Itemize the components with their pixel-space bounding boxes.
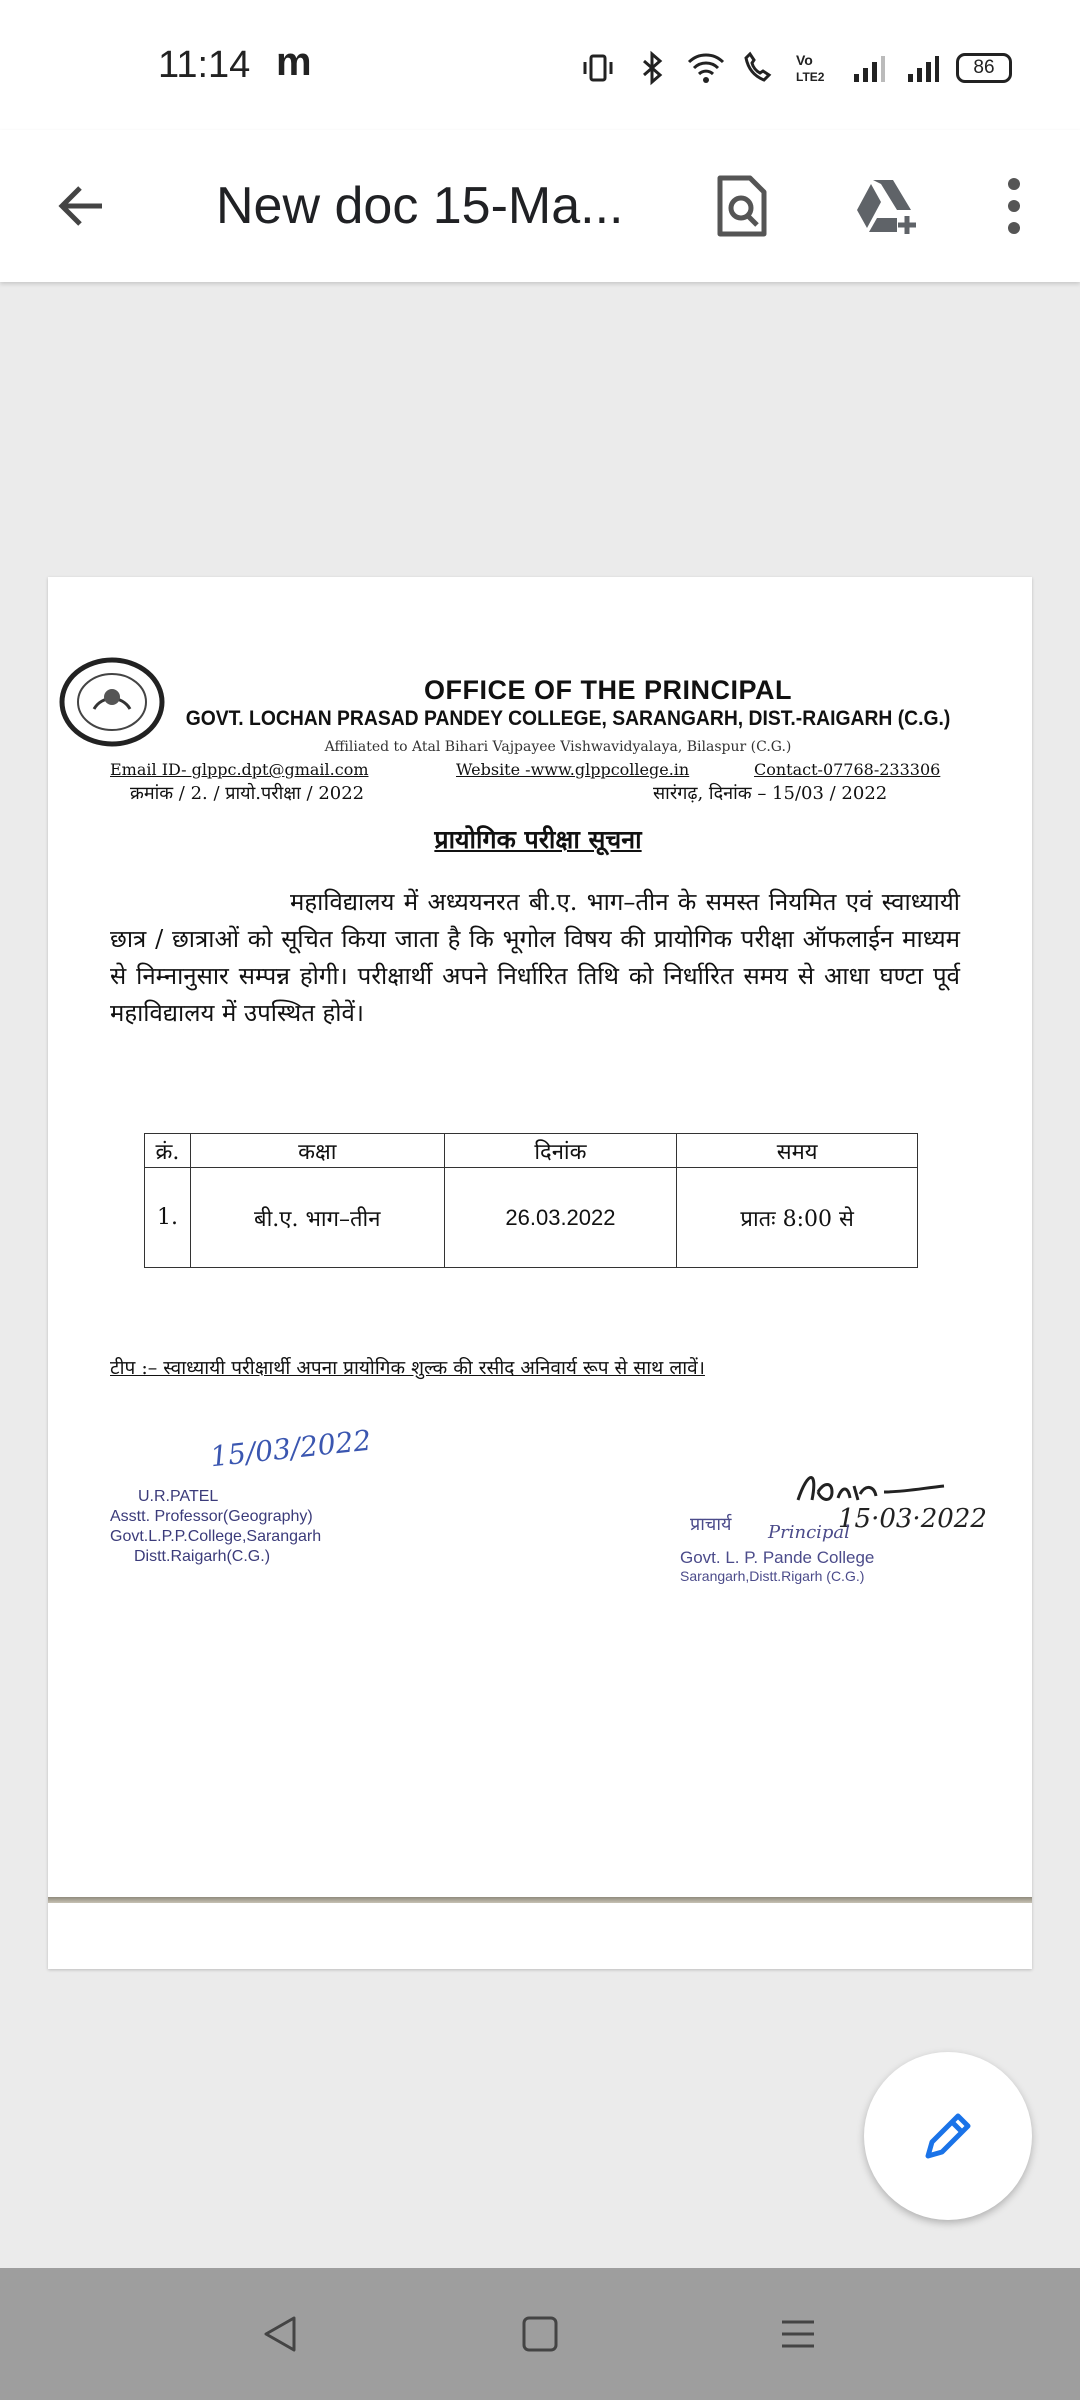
- table-header-row: [145, 1134, 918, 1168]
- website-text: Website -www.glppcollege.in: [456, 760, 690, 779]
- wifi-calling-icon: [740, 48, 780, 88]
- nav-home-icon: [518, 2312, 562, 2356]
- notice-title: प्रायोगिक परीक्षा सूचना: [434, 825, 642, 854]
- status-icons: [578, 48, 1012, 88]
- nav-home-button[interactable]: [502, 2296, 578, 2372]
- scan-edge: [48, 1897, 1032, 1903]
- status-time: 11:14: [158, 44, 251, 86]
- notification-icon: m: [276, 40, 312, 84]
- document-page[interactable]: [48, 577, 1032, 1969]
- reference-number: क्रमांक / 2. / प्रायो.परीक्षा / 2022: [130, 783, 365, 804]
- table-header: कक्षा: [190, 1134, 444, 1168]
- stamp-line: Distt.Raigarh(C.G.): [134, 1548, 271, 1565]
- nav-back-icon: [258, 2312, 302, 2356]
- scanned-notice: [48, 577, 1032, 1969]
- signal-icon: [902, 48, 942, 88]
- affiliation-line: Affiliated to Atal Bihari Vajpayee Vishwavidyalaya, Bilaspur (C.G.): [324, 739, 792, 755]
- back-arrow-icon: [52, 176, 112, 236]
- back-button[interactable]: [44, 168, 120, 244]
- table-header: समय: [677, 1134, 918, 1168]
- table-cell: प्रातः 8:00 से: [677, 1168, 918, 1268]
- stamp-name: U.R.PATEL: [138, 1488, 219, 1505]
- handwritten-date: 15·03·2022: [838, 1504, 987, 1534]
- principal-stamp-title: Principal: [768, 1522, 850, 1543]
- more-options-button[interactable]: [976, 168, 1052, 244]
- principal-label: प्राचार्य: [690, 1514, 732, 1535]
- vibrate-icon: [578, 48, 618, 88]
- tip-note: टीप :– स्वाध्यायी परीक्षार्थी अपना प्रायोगिक शुल्क की रसीद अनिवार्य रूप से साथ लावें।: [110, 1357, 705, 1379]
- add-to-drive-button[interactable]: [848, 168, 924, 244]
- contact-text: Contact-07768-233306: [754, 760, 941, 779]
- drive-add-icon: [851, 176, 921, 236]
- college-name: GOVT. LOCHAN PRASAD PANDEY COLLEGE, SARANGARH, DIST.-RAIGARH (C.G.): [185, 707, 951, 730]
- document-search-icon: [714, 174, 770, 238]
- volte-icon: [794, 48, 834, 88]
- notice-body: महाविद्यालय में अध्ययनरत बी.ए. भाग–तीन के समस्त नियमित एवं स्वाध्यायी छात्र / छात्राओं को सूचित किया जाता है कि भूगोल विषय की प्रायोगिक परीक्षा ऑफलाईन माध्यम से निम्नानुसार सम्पन्न होगी। परीक्षार्थी अपने निर्धारित तिथि को निर्धारित समय से आधा घण्टा पूर्व महाविद्यालय में उपस्थित होवें।: [110, 888, 960, 1027]
- table-row: [145, 1168, 918, 1268]
- nav-back-button[interactable]: [242, 2296, 318, 2372]
- exam-schedule-table: [144, 1133, 918, 1268]
- table-header: दिनांक: [444, 1134, 677, 1168]
- signal-icon: [848, 48, 888, 88]
- app-bar: [0, 130, 1080, 282]
- table-cell: 1.: [145, 1168, 191, 1268]
- svg-text:Vo: Vo: [796, 52, 813, 68]
- find-in-document-button[interactable]: [704, 168, 780, 244]
- table-cell: बी.ए. भाग–तीन: [190, 1168, 444, 1268]
- bluetooth-icon: [632, 48, 672, 88]
- document-title: New doc 15-Ma...: [216, 177, 624, 235]
- table-header: क्रं.: [145, 1134, 191, 1168]
- college-seal-logo: [58, 657, 166, 747]
- left-signature-block: [110, 1423, 470, 1582]
- wifi-icon: [686, 48, 726, 88]
- table-cell: 26.03.2022: [444, 1168, 677, 1268]
- stamp-line: Asstt. Professor(Geography): [110, 1508, 313, 1525]
- stamp-line: Sarangarh,Distt.Rigarh (C.G.): [680, 1568, 865, 1584]
- reference-date: सारंगढ़, दिनांक – 15/03 / 2022: [653, 783, 888, 804]
- nav-recents-button[interactable]: [760, 2296, 836, 2372]
- principal-signature-block: [668, 1462, 1028, 1602]
- more-vert-icon: [1004, 176, 1024, 236]
- nav-recents-icon: [776, 2312, 820, 2356]
- stamp-line: Govt. L. P. Pande College: [680, 1548, 875, 1567]
- handwritten-date: 15/03/2022: [208, 1423, 373, 1474]
- edit-button[interactable]: [864, 2052, 1032, 2220]
- system-nav-bar: [0, 2268, 1080, 2400]
- edit-pencil-icon: [916, 2104, 980, 2168]
- svg-text:LTE2: LTE2: [796, 70, 825, 84]
- status-bar: [0, 0, 1080, 130]
- office-heading: OFFICE OF THE PRINCIPAL: [424, 675, 792, 705]
- email-text: Email ID- glppc.dpt@gmail.com: [110, 760, 369, 779]
- stamp-line: Govt.L.P.P.College,Sarangarh: [110, 1528, 322, 1545]
- battery-icon: 86: [956, 53, 1012, 83]
